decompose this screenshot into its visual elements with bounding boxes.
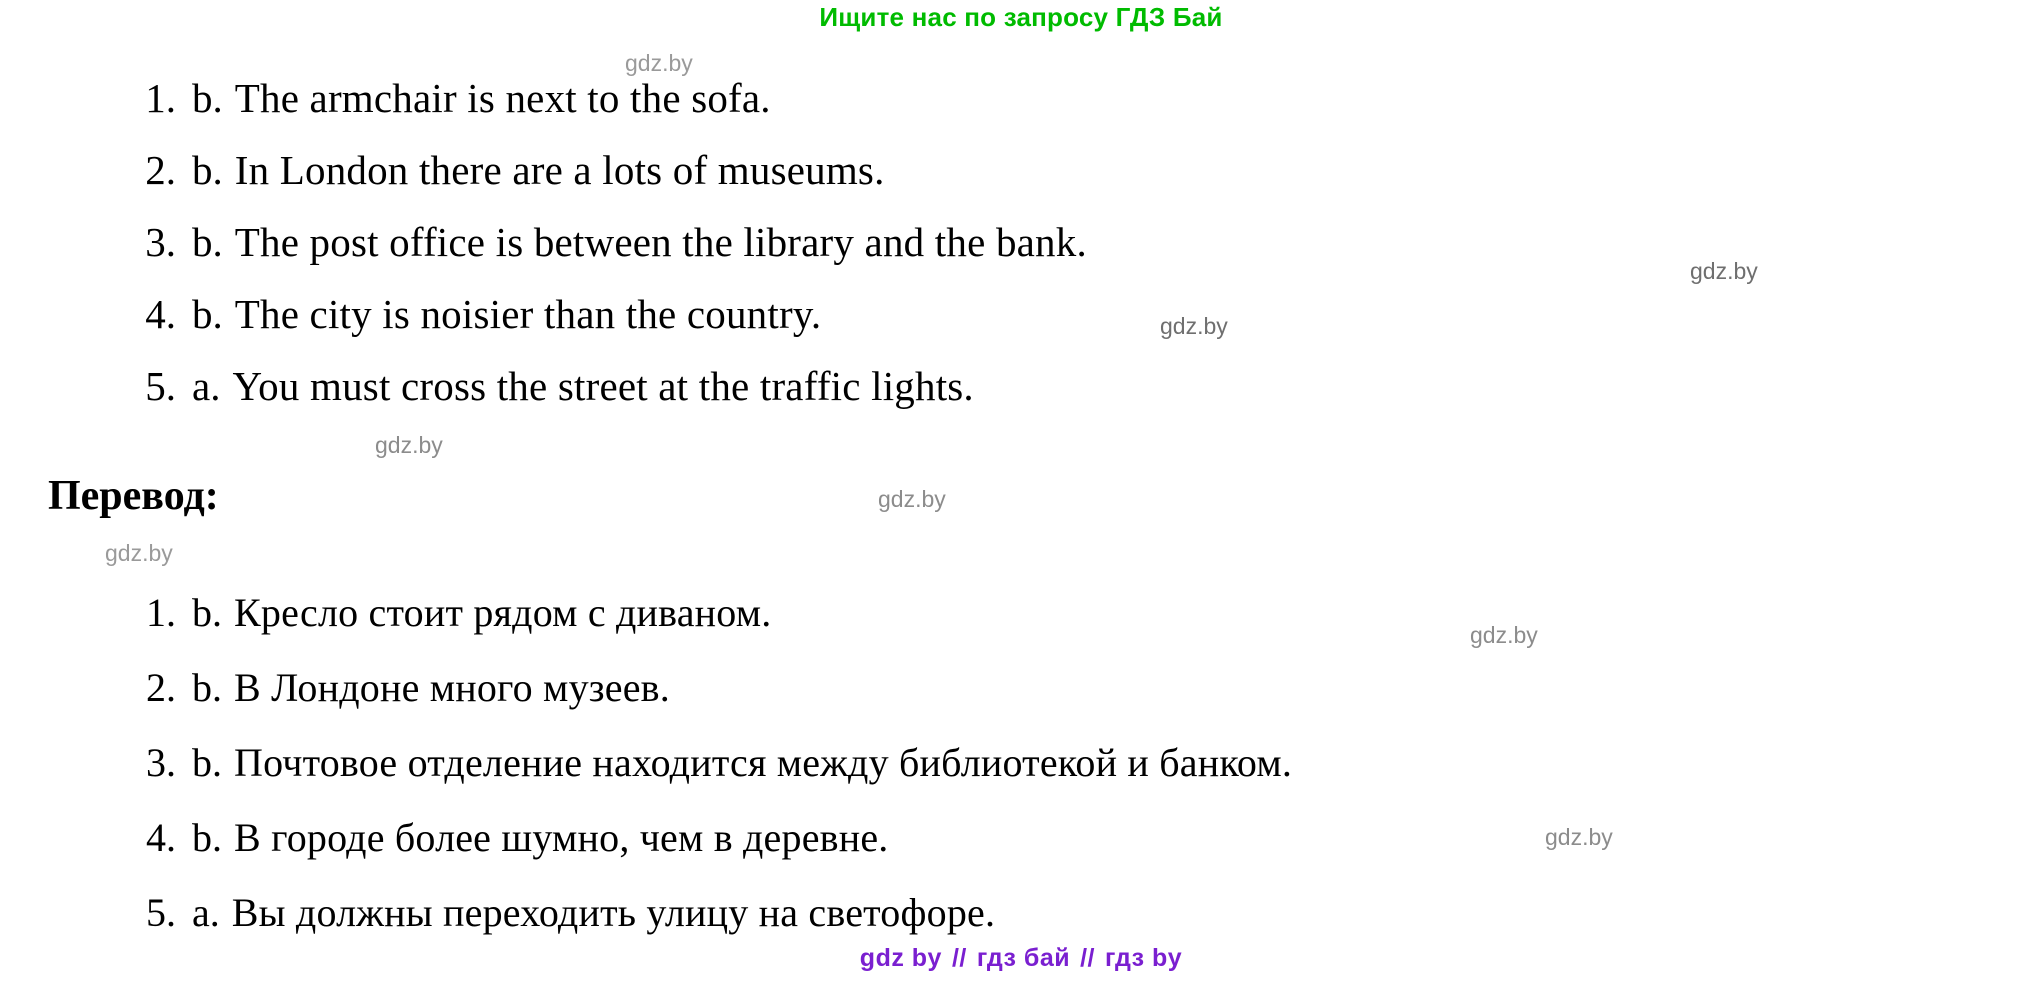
list-item	[120, 206, 1820, 278]
list-item	[120, 62, 1820, 134]
item-text: Вы должны переходить улицу на светофоре.	[231, 890, 996, 935]
item-number: 4.	[146, 815, 176, 860]
item-number: 1.	[145, 75, 176, 121]
footer-links	[0, 944, 2042, 973]
item-option-letter: b.	[192, 590, 222, 635]
footer-link-gdz-by-ru[interactable]: гдз by	[1105, 944, 1183, 972]
item-option-letter: b.	[192, 665, 222, 710]
item-option-letter: b.	[192, 815, 222, 860]
footer-separator: //	[1080, 944, 1096, 972]
translation-heading: Перевод:	[48, 473, 219, 519]
promo-banner: Ищите нас по запросу ГДЗ Бай	[819, 2, 1223, 32]
item-option-letter: b.	[192, 147, 223, 193]
list-item	[120, 350, 1820, 422]
item-number: 2.	[146, 665, 176, 710]
item-number: 3.	[145, 219, 176, 265]
watermark: gdz.by	[625, 50, 693, 76]
item-text: In London there are a lots of museums.	[234, 147, 885, 193]
list-item	[120, 650, 1920, 725]
item-number: 1.	[146, 590, 176, 635]
item-text: Почтовое отделение находится между библиотекой и банком.	[234, 740, 1293, 785]
item-option-letter: b.	[192, 291, 223, 337]
watermark: gdz.by	[878, 486, 946, 512]
watermark: gdz.by	[1690, 258, 1758, 284]
item-text: You must cross the street at the traffic lights.	[232, 363, 974, 409]
item-text: В Лондоне много музеев.	[234, 665, 670, 710]
item-text: The armchair is next to the sofa.	[234, 75, 771, 121]
list-item	[120, 278, 1820, 350]
item-option-letter: b.	[192, 75, 223, 121]
item-number: 4.	[145, 291, 176, 337]
item-text: Кресло стоит рядом с диваном.	[234, 590, 772, 635]
answers-list-english	[120, 62, 1820, 422]
answers-list-russian	[120, 575, 1920, 950]
item-option-letter: b.	[192, 219, 223, 265]
item-number: 5.	[145, 363, 176, 409]
item-option-letter: a.	[192, 363, 221, 409]
list-item	[120, 575, 1920, 650]
item-number: 5.	[146, 890, 176, 935]
footer-separator: //	[951, 944, 967, 972]
list-item	[120, 875, 1920, 950]
item-option-letter: b.	[192, 740, 222, 785]
item-text: The post office is between the library and the bank.	[234, 219, 1087, 265]
list-item	[120, 725, 1920, 800]
item-number: 3.	[146, 740, 176, 785]
watermark: gdz.by	[375, 432, 443, 458]
item-option-letter: a.	[192, 890, 220, 935]
item-text: В городе более шумно, чем в деревне.	[234, 815, 889, 860]
list-item	[120, 800, 1920, 875]
watermark: gdz.by	[1160, 313, 1228, 339]
item-number: 2.	[145, 147, 176, 193]
item-text: The city is noisier than the country.	[234, 291, 822, 337]
watermark: gdz.by	[105, 540, 173, 566]
watermark: gdz.by	[1545, 824, 1613, 850]
watermark: gdz.by	[1470, 622, 1538, 648]
footer-link-gdz-bay[interactable]: гдз бай	[976, 944, 1071, 972]
footer-link-gdz-by[interactable]: gdz by	[859, 944, 942, 972]
list-item	[120, 134, 1820, 206]
